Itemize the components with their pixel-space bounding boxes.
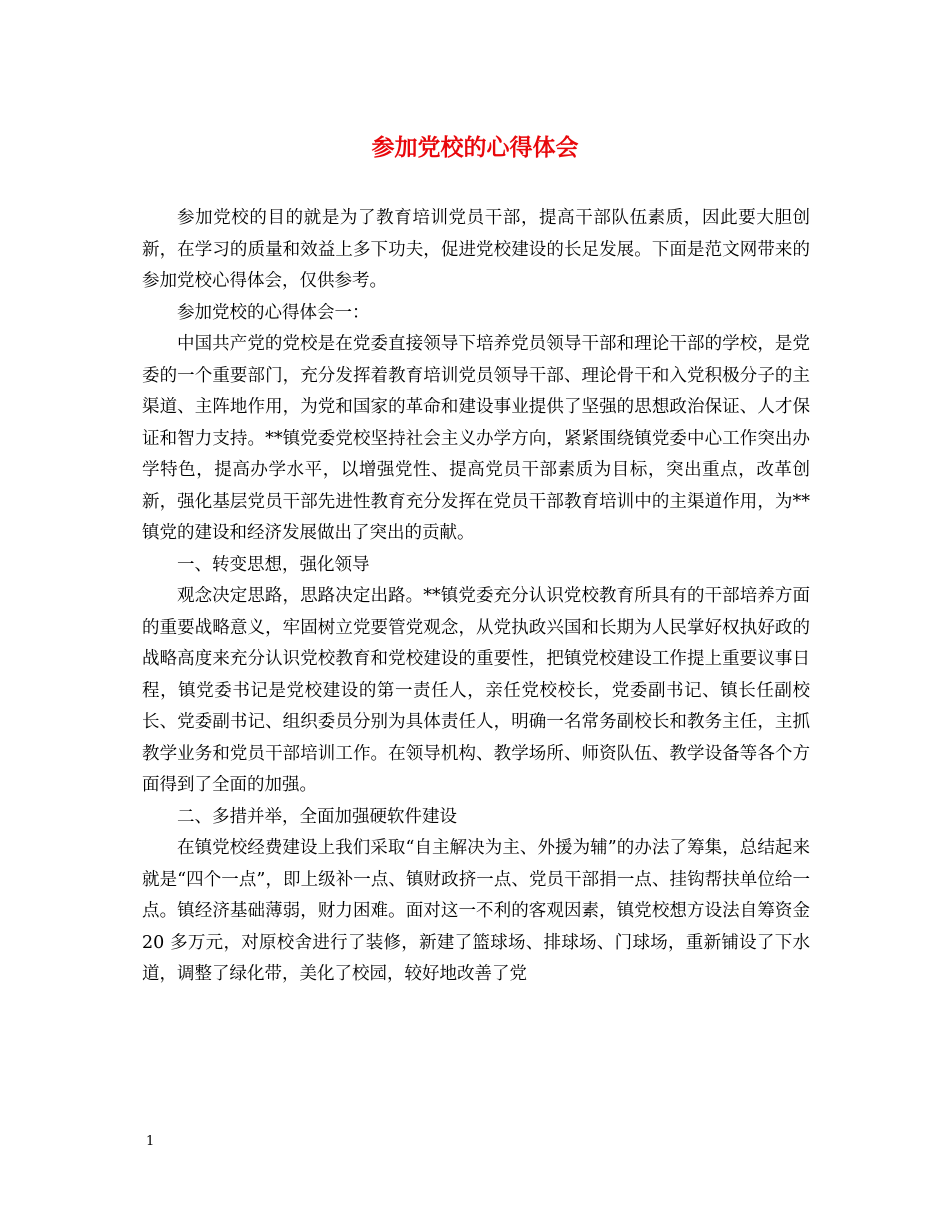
body-paragraph-party-school: 中国共产党的党校是在党委直接领导下培养党员领导干部和理论干部的学校，是党委的一个重要部门，充分发挥着教育培训党员领导干部、理论骨干和入党积极分子的主渠道、主阵地作用，为党和国家的革命和建设事业提供了坚强的思想政治保证、人才保证和智力支持。**镇党委党校坚持社会主义办学方向，紧紧围绕镇党委中心工作突出办学特色，提高办学水平，以增强党性、提高党员干部素质为目标，突出重点，改革创新，强化基层党员干部先进性教育充分发挥在党员干部教育培训中的主渠道作用，为**镇党的建设和经济发展做出了突出的贡献。: [142, 334, 810, 543]
subheading-infrastructure: 二、多措并举，全面加强硬软件建设: [177, 806, 457, 827]
subheading-leadership: 一、转变思想，强化领导: [177, 554, 370, 575]
document-body: [142, 203, 810, 991]
body-paragraph-leadership: 观念决定思路，思路决定出路。**镇党委充分认识党校教育所具有的干部培养方面的重要战略意义，牢固树立党要管党观念，从党执政兴国和长期为人民掌好权执好政的战略高度来充分认识党校教育和党校建设的重要性，把镇党校建设工作提上重要议事日程，镇党委书记是党校建设的第一责任人，亲任党校校长，党委副书记、镇长任副校长、党委副书记、组织委员分别为具体责任人，明确一名常务副校长和教务主任，主抓教学业务和党员干部培训工作。在领导机构、教学场所、师资队伍、教学设备等各个方面得到了全面的加强。: [142, 586, 810, 795]
section-heading-part-one: 参加党校的心得体会一：: [177, 302, 370, 323]
intro-paragraph: 参加党校的目的就是为了教育培训党员干部，提高干部队伍素质，因此要大胆创新，在学习的质量和效益上多下功夫，促进党校建设的长足发展。下面是范文网带来的参加党校心得体会，仅供参考。: [142, 208, 810, 291]
page-number: 1: [146, 1134, 155, 1149]
document-title: 参加党校的心得体会: [371, 134, 579, 161]
body-paragraph-infrastructure: 在镇党校经费建设上我们采取“自主解决为主、外援为辅”的办法了筹集，总结起来就是“四个一点”，即上级补一点、镇财政挤一点、党员干部捐一点、挂钩帮扶单位给一点。镇经济基础薄弱，财力困难。面对这一不利的客观因素，镇党校想方设法自筹资金 20 多万元，对原校舍进行了装修，新建了篮球场、排球场、门球场，重新铺设了下水道，调整了绿化带，美化了校园，较好地改善了党: [142, 838, 810, 984]
